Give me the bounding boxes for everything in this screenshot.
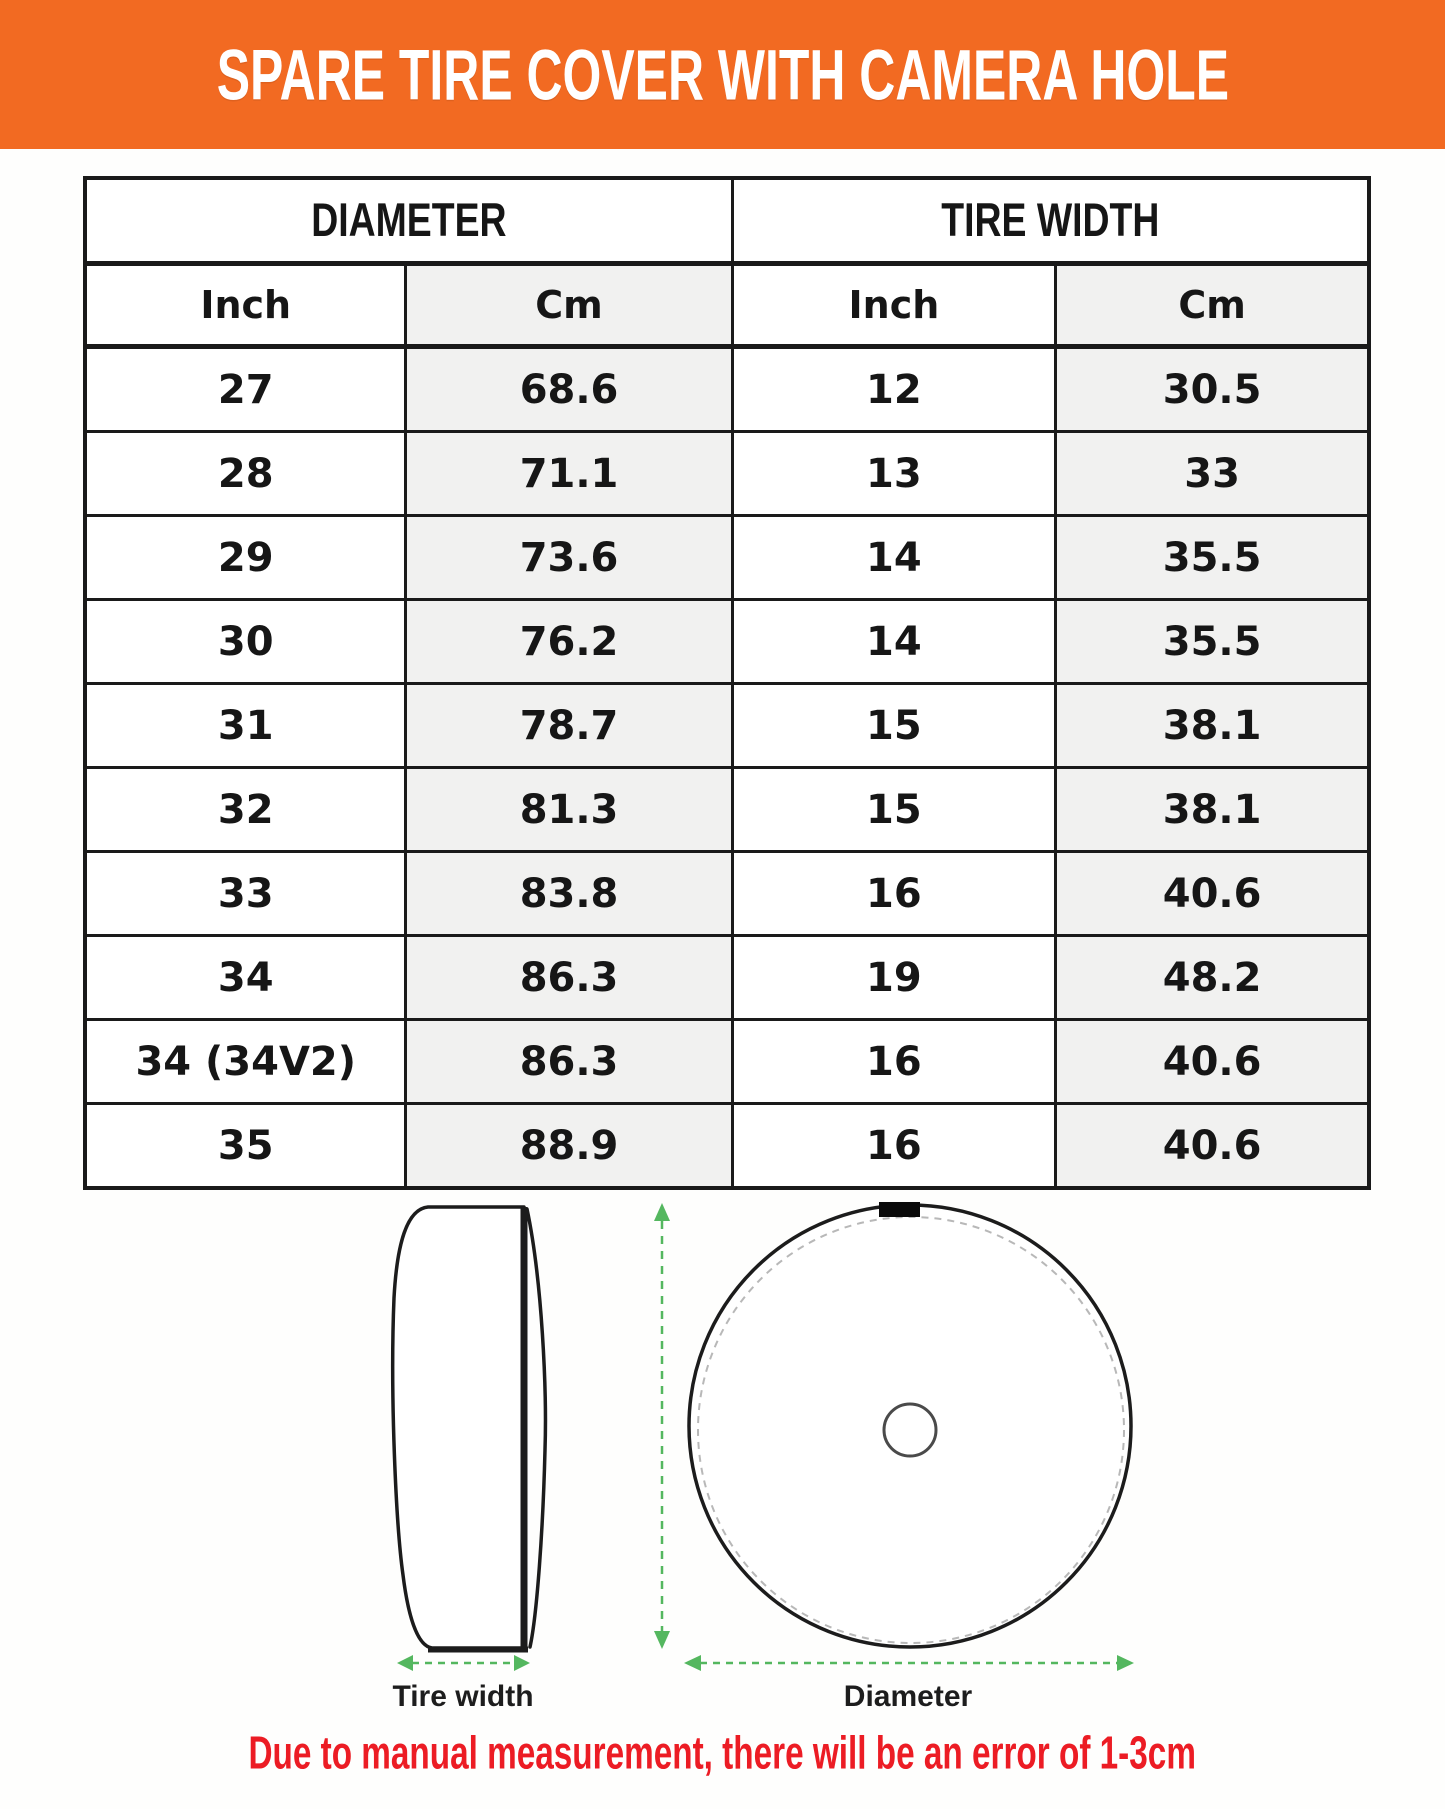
tire-width-cm-cell: 38.1	[1056, 768, 1369, 852]
table-row	[85, 936, 1369, 1020]
group-header-row	[85, 178, 1369, 264]
diameter-label: Diameter	[843, 1680, 973, 1713]
arrowhead-left-icon	[684, 1655, 701, 1671]
tire-width-cm-cell: 35.5	[1056, 600, 1369, 684]
tire-width-group-label: TIRE WIDTH	[941, 193, 1160, 247]
diameter-inch-cell: 33	[85, 852, 406, 936]
diameter-horizontal-arrow	[684, 1655, 1134, 1671]
tire-width-inch-cell: 16	[732, 852, 1056, 936]
page-title: SPARE TIRE COVER WITH CAMERA HOLE	[216, 34, 1229, 115]
diameter-inch-cell: 34 (34V2)	[85, 1020, 406, 1104]
tire-width-inch-cell: 16	[732, 1104, 1056, 1189]
diameter-inch-cell: 30	[85, 600, 406, 684]
tire-width-cm-cell: 40.6	[1056, 852, 1369, 936]
tire-width-inch-cell: 12	[732, 347, 1056, 432]
diameter-group-label: DIAMETER	[311, 193, 507, 247]
diameter-cm-cell: 86.3	[406, 936, 732, 1020]
tire-width-cm-cell: 40.6	[1056, 1104, 1369, 1189]
tire-width-label: Tire width	[392, 1680, 534, 1713]
disclaimer	[0, 1720, 1445, 1786]
measurement-diagram	[0, 1148, 1445, 1748]
arrowhead-left-icon	[397, 1655, 413, 1671]
diameter-cm-header: Cm	[406, 264, 732, 347]
table-row	[85, 684, 1369, 768]
tire-width-inch-cell: 16	[732, 1020, 1056, 1104]
diameter-cm-cell: 78.7	[406, 684, 732, 768]
table-row	[85, 347, 1369, 432]
sub-header-row	[85, 264, 1369, 347]
table-row	[85, 600, 1369, 684]
tire-width-cm-cell: 40.6	[1056, 1020, 1369, 1104]
diameter-cm-cell: 86.3	[406, 1020, 732, 1104]
camera-hole-icon	[884, 1404, 936, 1456]
disclaimer-text: Due to manual measurement, there will be an error of 1-3cm	[248, 1726, 1197, 1779]
tire-width-arrow	[397, 1655, 530, 1671]
table-row	[85, 768, 1369, 852]
tire-width-cm-cell: 35.5	[1056, 516, 1369, 600]
diameter-inch-cell: 34	[85, 936, 406, 1020]
tire-width-inch-cell: 13	[732, 432, 1056, 516]
tire-width-cm-cell: 30.5	[1056, 347, 1369, 432]
tire-width-inch-cell: 14	[732, 516, 1056, 600]
diameter-inch-cell: 29	[85, 516, 406, 600]
cover-top-marker	[879, 1202, 920, 1217]
diameter-inch-cell: 28	[85, 432, 406, 516]
diameter-cm-cell: 81.3	[406, 768, 732, 852]
tire-side-tread-curve	[527, 1209, 545, 1647]
diameter-cm-cell: 88.9	[406, 1104, 732, 1189]
tire-width-cm-header: Cm	[1056, 264, 1369, 347]
tire-width-cm-cell: 48.2	[1056, 936, 1369, 1020]
tire-width-inch-cell: 15	[732, 684, 1056, 768]
diameter-cm-cell: 76.2	[406, 600, 732, 684]
tire-width-cm-cell: 38.1	[1056, 684, 1369, 768]
diameter-inch-cell: 32	[85, 768, 406, 852]
diameter-inch-cell: 31	[85, 684, 406, 768]
tire-width-cm-cell: 33	[1056, 432, 1369, 516]
table-row	[85, 1020, 1369, 1104]
tire-width-inch-cell: 14	[732, 600, 1056, 684]
arrowhead-right-icon	[514, 1655, 530, 1671]
arrowhead-right-icon	[1117, 1655, 1134, 1671]
title-banner	[0, 0, 1445, 149]
tire-front-view	[689, 1202, 1131, 1647]
tire-width-inch-cell: 19	[732, 936, 1056, 1020]
table-row	[85, 516, 1369, 600]
size-table	[83, 176, 1371, 1190]
diameter-inch-cell: 27	[85, 347, 406, 432]
diameter-cm-cell: 71.1	[406, 432, 732, 516]
arrowhead-down-icon	[654, 1631, 670, 1649]
tire-side-view	[393, 1207, 546, 1650]
arrowhead-up-icon	[654, 1203, 670, 1221]
diameter-inch-header: Inch	[85, 264, 406, 347]
diameter-vertical-arrow	[654, 1203, 670, 1649]
diameter-cm-cell: 83.8	[406, 852, 732, 936]
diameter-group-header	[85, 178, 732, 264]
diameter-inch-cell: 35	[85, 1104, 406, 1189]
tire-width-inch-header: Inch	[732, 264, 1056, 347]
table-row	[85, 432, 1369, 516]
tire-width-group-header	[732, 178, 1369, 264]
diameter-cm-cell: 68.6	[406, 347, 732, 432]
tire-width-inch-cell: 15	[732, 768, 1056, 852]
tire-side-profile	[393, 1207, 524, 1648]
diameter-cm-cell: 73.6	[406, 516, 732, 600]
table-row	[85, 852, 1369, 936]
